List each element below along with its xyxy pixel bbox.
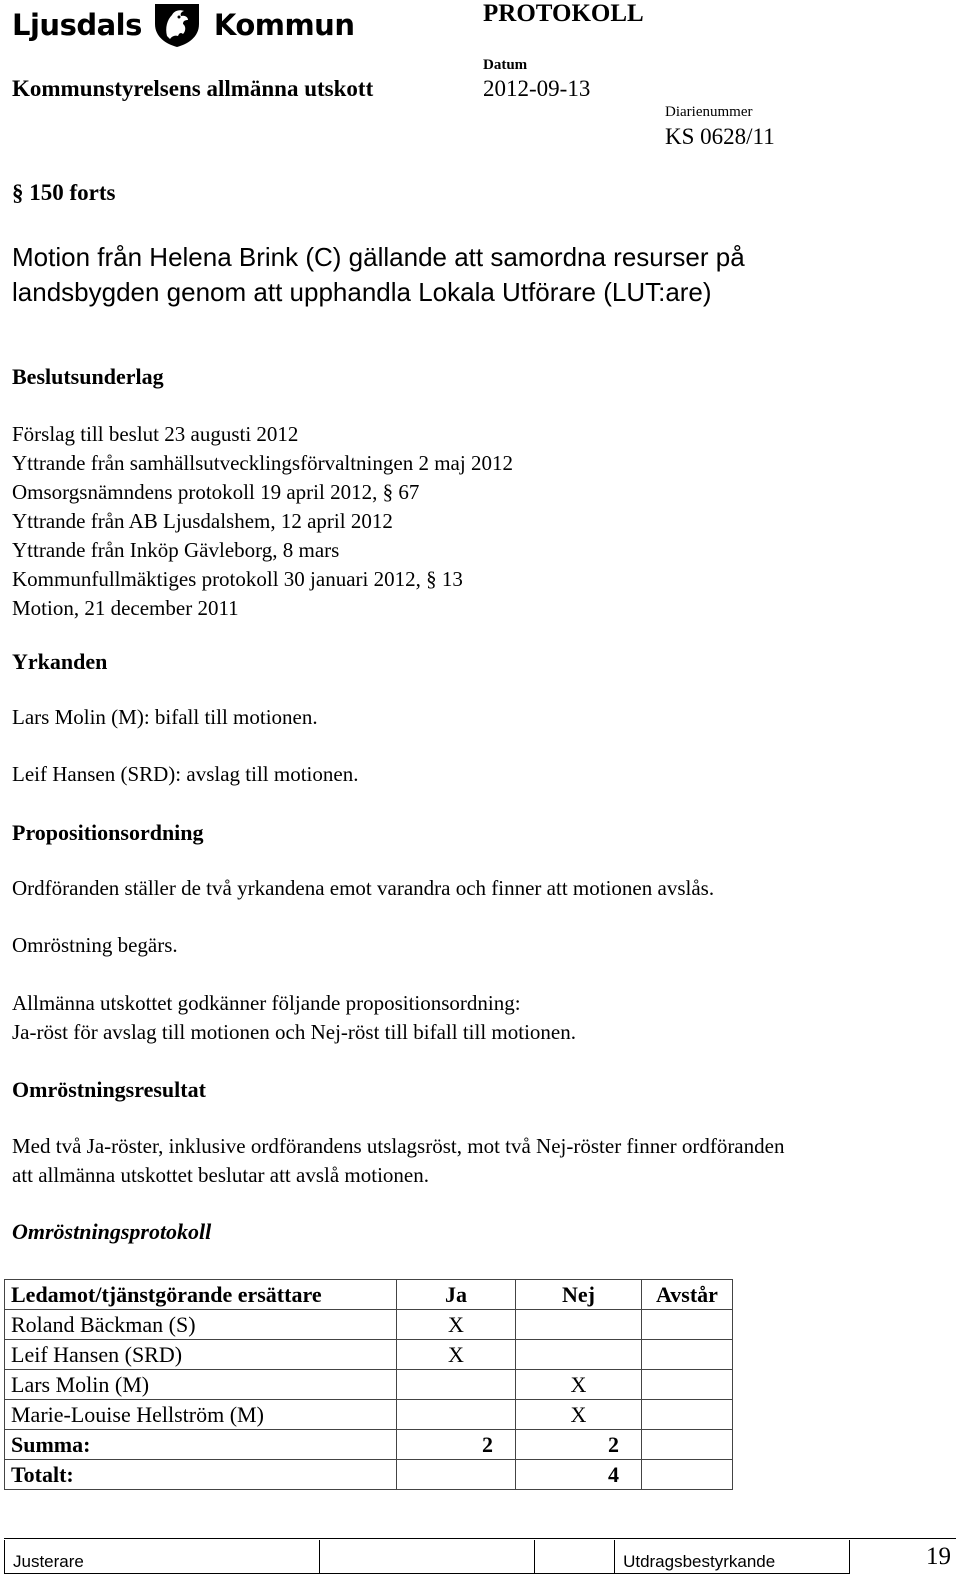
list-item: Omsorgsnämndens protokoll 19 april 2012, § 67 xyxy=(12,480,420,504)
utdragsbestyrkande-box xyxy=(614,1540,849,1574)
datum-value: 2012-09-13 xyxy=(483,76,591,101)
datum-label: Datum xyxy=(483,57,528,73)
summa-row xyxy=(5,1430,733,1460)
diarie-value: KS 0628/11 xyxy=(665,124,775,149)
list-item: Yttrande från Inköp Gävleborg, 8 mars xyxy=(12,538,340,562)
heading-omrostningsprotokoll: Omröstningsprotokoll xyxy=(12,1219,212,1244)
justerare-label: Justerare xyxy=(13,1552,84,1571)
logo xyxy=(12,2,354,48)
doc-type: PROTOKOLL xyxy=(483,0,644,27)
logo-text-right: Kommun xyxy=(213,8,355,42)
propositionsordning-p3-line2: Ja-röst för avslag till motionen och Nej-röst till bifall till motionen. xyxy=(12,1020,576,1044)
column-header: Ja xyxy=(397,1280,516,1310)
footer-divider xyxy=(4,1538,956,1539)
totalt-label: Totalt: xyxy=(5,1460,397,1490)
summa-nej: 2 xyxy=(516,1430,642,1460)
column-header: Ledamot/tjänstgörande ersättare xyxy=(5,1280,397,1310)
footer xyxy=(4,1540,959,1576)
list-item: Kommunfullmäktiges protokoll 30 januari 2012, § 13 xyxy=(12,567,463,591)
signature-box xyxy=(534,1540,614,1574)
member-name: Leif Hansen (SRD) xyxy=(5,1340,397,1370)
omrostningsresultat-line2: att allmänna utskottet beslutar att avslå motionen. xyxy=(12,1163,429,1187)
crest-icon xyxy=(148,2,206,48)
totalt-empty xyxy=(397,1460,516,1490)
vote-ja xyxy=(397,1400,516,1430)
beslutsunderlag-list xyxy=(12,420,513,623)
signature-box xyxy=(319,1540,534,1574)
table-header-row xyxy=(5,1280,733,1310)
column-header: Nej xyxy=(516,1280,642,1310)
vote-avstar xyxy=(642,1400,733,1430)
propositionsordning-p1: Ordföranden ställer de två yrkandena emot varandra och finner att motionen avslås. xyxy=(12,876,715,900)
totalt-value: 4 xyxy=(516,1460,642,1490)
vote-table xyxy=(4,1279,733,1490)
propositionsordning-p2: Omröstning begärs. xyxy=(12,933,178,957)
summa-label: Summa: xyxy=(5,1430,397,1460)
totalt-avstar xyxy=(642,1460,733,1490)
omrostningsresultat-line1: Med två Ja-röster, inklusive ordförandens utslagsröst, mot två Nej-röster finner ordföranden xyxy=(12,1134,785,1158)
utdragsbestyrkande-label: Utdragsbestyrkande xyxy=(623,1552,776,1571)
vote-avstar xyxy=(642,1310,733,1340)
vote-nej: X xyxy=(516,1370,642,1400)
member-name: Marie-Louise Hellström (M) xyxy=(5,1400,397,1430)
vote-ja: X xyxy=(397,1340,516,1370)
summa-avstar xyxy=(642,1430,733,1460)
heading-beslutsunderlag: Beslutsunderlag xyxy=(12,364,164,389)
yrkande-2: Leif Hansen (SRD): avslag till motionen. xyxy=(12,762,359,786)
vote-ja: X xyxy=(397,1310,516,1340)
member-name: Lars Molin (M) xyxy=(5,1370,397,1400)
totalt-row xyxy=(5,1460,733,1490)
propositionsordning-p3-line1: Allmänna utskottet godkänner följande propositionsordning: xyxy=(12,991,521,1015)
logo-text-left: Ljusdals xyxy=(12,8,142,42)
table-row xyxy=(5,1340,733,1370)
column-header: Avstår xyxy=(642,1280,733,1310)
list-item: Yttrande från samhällsutvecklingsförvaltningen 2 maj 2012 xyxy=(12,451,513,475)
list-item: Motion, 21 december 2011 xyxy=(12,596,239,620)
vote-avstar xyxy=(642,1340,733,1370)
heading-propositionsordning: Propositionsordning xyxy=(12,820,204,845)
title-line: Motion från Helena Brink (C) gällande att samordna resurser på xyxy=(12,242,745,272)
heading-yrkanden: Yrkanden xyxy=(12,649,108,674)
table-row xyxy=(5,1310,733,1340)
list-item: Yttrande från AB Ljusdalshem, 12 april 2012 xyxy=(12,509,393,533)
table-row xyxy=(5,1400,733,1430)
justerare-box xyxy=(4,1540,319,1574)
vote-nej xyxy=(516,1340,642,1370)
section-number: § 150 forts xyxy=(12,180,116,205)
heading-omrostningsresultat: Omröstningsresultat xyxy=(12,1077,206,1102)
committee-name: Kommunstyrelsens allmänna utskott xyxy=(12,76,374,101)
page-number: 19 xyxy=(926,1542,951,1570)
vote-avstar xyxy=(642,1370,733,1400)
title-line: landsbygden genom att upphandla Lokala Utförare (LUT:are) xyxy=(12,277,712,307)
diarie-label: Diarienummer xyxy=(665,104,753,120)
list-item: Förslag till beslut 23 augusti 2012 xyxy=(12,422,299,446)
table-row xyxy=(5,1370,733,1400)
page-title xyxy=(12,240,745,310)
yrkande-1: Lars Molin (M): bifall till motionen. xyxy=(12,705,318,729)
member-name: Roland Bäckman (S) xyxy=(5,1310,397,1340)
page-number-box xyxy=(849,1540,959,1574)
vote-nej xyxy=(516,1310,642,1340)
vote-nej: X xyxy=(516,1400,642,1430)
summa-ja: 2 xyxy=(397,1430,516,1460)
vote-ja xyxy=(397,1370,516,1400)
